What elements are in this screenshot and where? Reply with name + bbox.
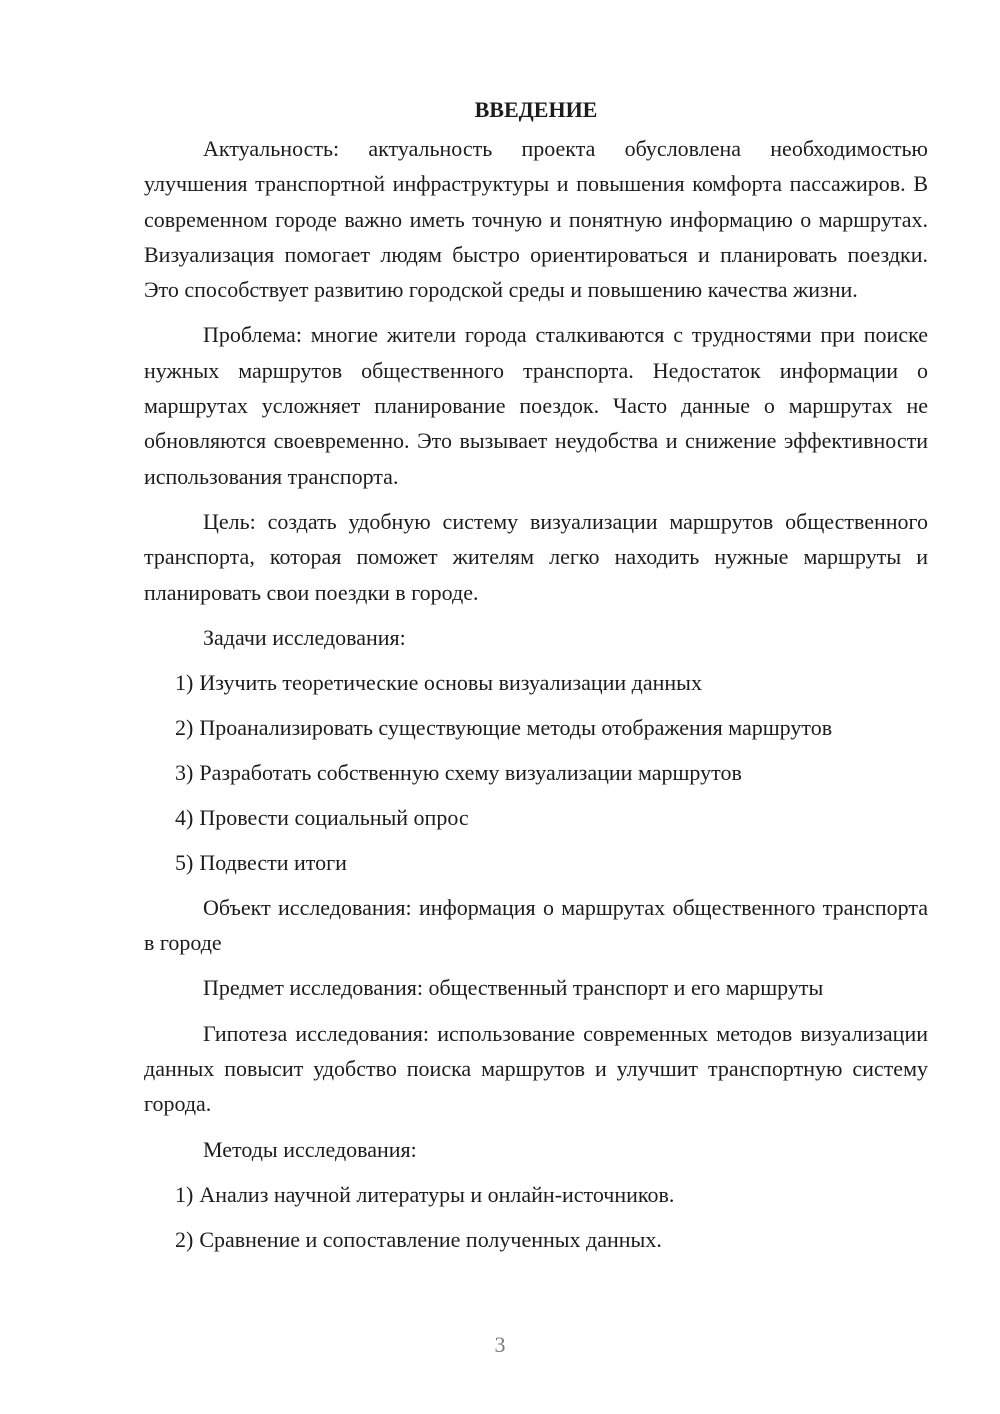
section-title: ВВЕДЕНИЕ xyxy=(474,97,598,122)
list-item-number: 3) xyxy=(175,759,194,785)
page-number: 3 xyxy=(494,1332,506,1357)
list-item xyxy=(144,845,928,881)
list-item-text: Разработать собственную схему визуализации маршрутов xyxy=(199,759,742,785)
list-item-text: Проанализировать существующие методы отображения маршрутов xyxy=(199,714,833,740)
problem-paragraph: Проблема: многие жители города сталкиваются с трудностями при поиске нужных маршрутов общественного транспорта. Недостаток информации о маршрутах усложняет планирование поездок. Часто данные о маршрутах не обновляются своевременно. Это вызывает неудобства и снижение эффективности использования транспорта. xyxy=(144,322,928,489)
list-item-text: Провести социальный опрос xyxy=(199,804,469,830)
list-item-number: 2) xyxy=(175,714,194,740)
list-item-text: Сравнение и сопоставление полученных данных. xyxy=(199,1226,662,1252)
list-item-number: 5) xyxy=(175,849,194,875)
list-item-number: 4) xyxy=(175,804,194,830)
subject-paragraph: Предмет исследования: общественный транспорт и его маршруты xyxy=(203,975,824,1001)
list-item xyxy=(144,800,928,836)
list-item-text: Анализ научной литературы и онлайн-источников. xyxy=(199,1181,675,1207)
object-paragraph: Объект исследования: информация о маршрутах общественного транспорта в городе xyxy=(144,894,928,956)
document-page xyxy=(144,92,928,1267)
list-item-number: 1) xyxy=(175,1181,194,1207)
list-item-number: 2) xyxy=(175,1226,194,1252)
list-item xyxy=(144,1177,928,1213)
list-item xyxy=(144,710,928,746)
list-item xyxy=(144,665,928,701)
list-item-text: Изучить теоретические основы визуализации данных xyxy=(199,669,702,695)
methods-list xyxy=(144,1177,928,1258)
list-item-text: Подвести итоги xyxy=(199,849,347,875)
relevance-paragraph: Актуальность: актуальность проекта обусловлена необходимостью улучшения транспортной инфраструктуры и повышения комфорта пассажиров. В современном городе важно иметь точную и понятную информацию о маршрутах. Визуализация помогает людям быстро ориентироваться и планировать поездки. Это способствует развитию городской среды и повышению качества жизни. xyxy=(144,136,928,303)
tasks-list xyxy=(144,665,928,881)
goal-paragraph: Цель: создать удобную систему визуализации маршрутов общественного транспорта, которая поможет жителям легко находить нужные маршруты и планировать свои поездки в городе. xyxy=(144,508,928,605)
methods-heading: Методы исследования: xyxy=(203,1136,417,1162)
list-item xyxy=(144,1222,928,1258)
tasks-heading: Задачи исследования: xyxy=(203,624,406,650)
hypothesis-paragraph: Гипотеза исследования: использование современных методов визуализации данных повысит удобство поиска маршрутов и улучшит транспортную систему города. xyxy=(144,1020,928,1117)
list-item xyxy=(144,755,928,791)
list-item-number: 1) xyxy=(175,669,194,695)
